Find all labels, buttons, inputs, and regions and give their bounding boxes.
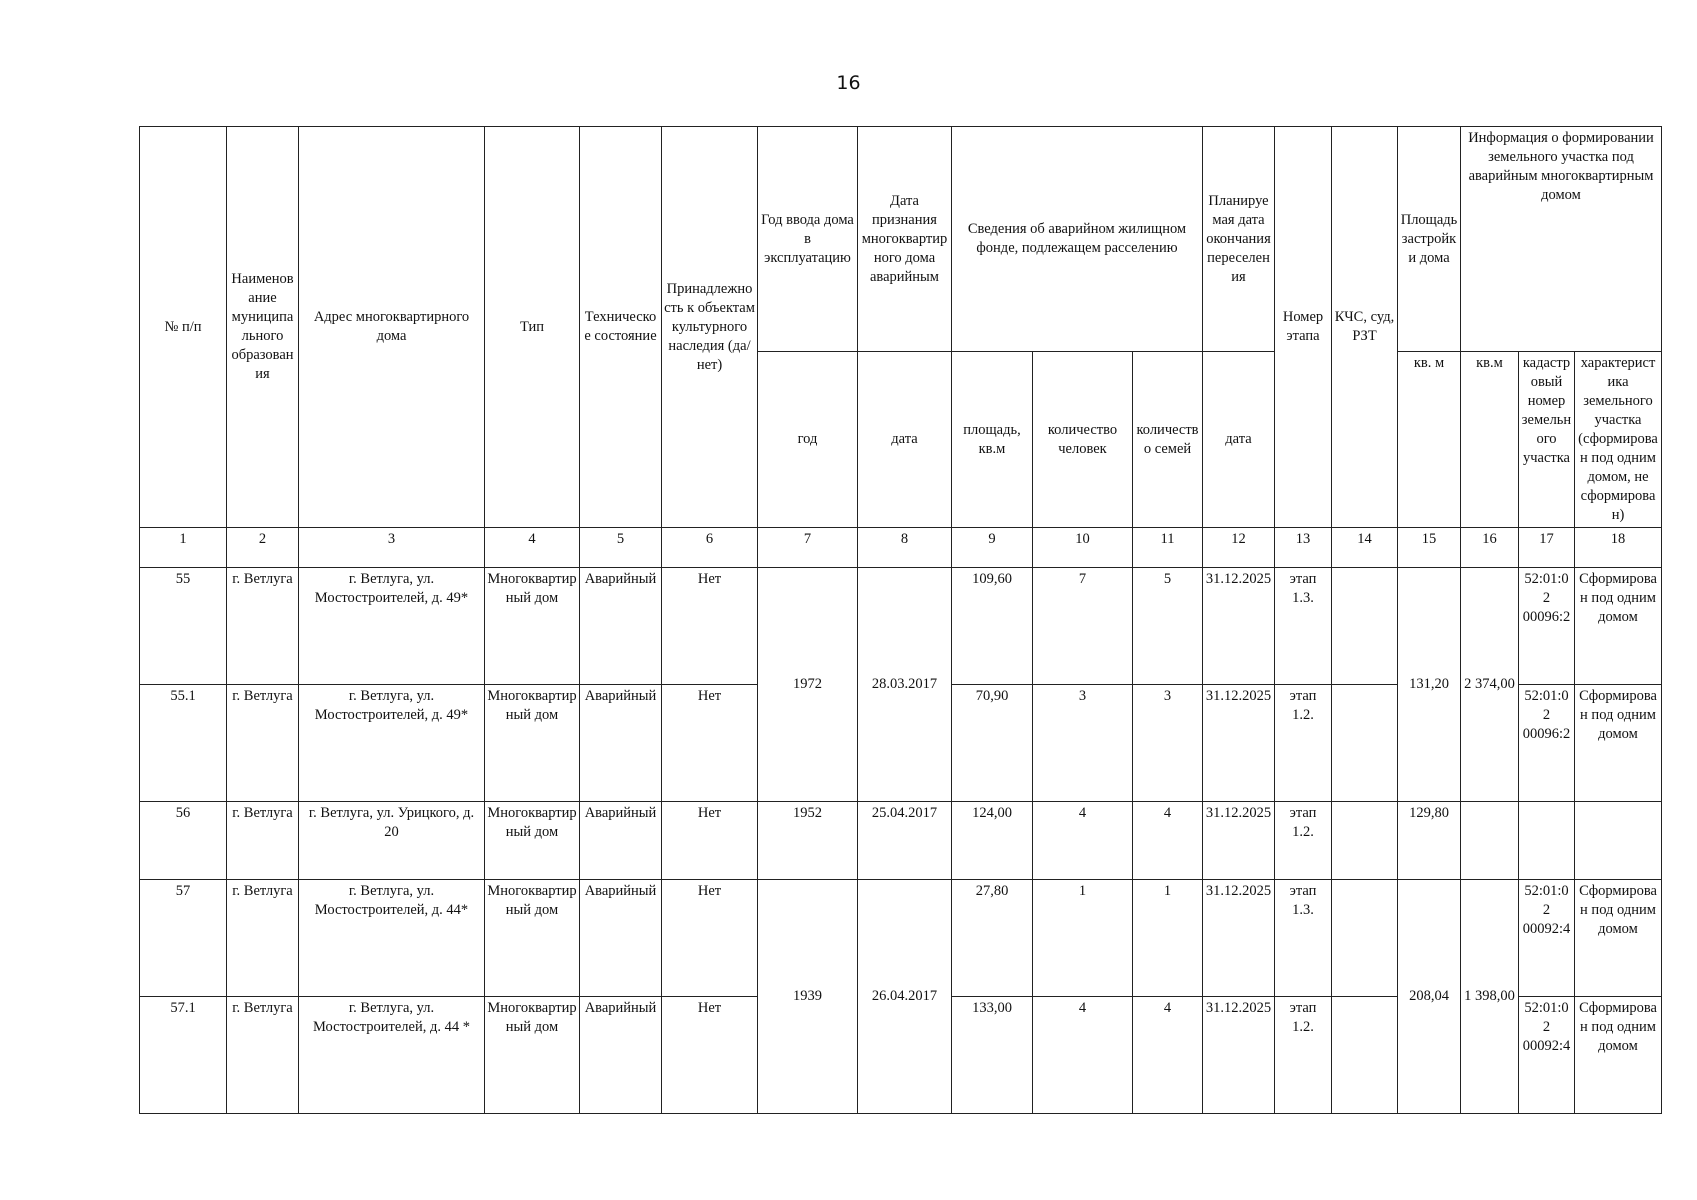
col-number: 15 xyxy=(1398,528,1461,568)
row-date-recognized: 25.04.2017 xyxy=(858,802,952,880)
row-land-characteristic: Сформирован под одним домом xyxy=(1575,685,1662,802)
row-year: 1972 xyxy=(758,568,858,802)
row-stage: этап 1.3. xyxy=(1275,880,1332,997)
row-num: 55 xyxy=(140,568,227,685)
col-number: 11 xyxy=(1133,528,1203,568)
row-num: 55.1 xyxy=(140,685,227,802)
header-municipality: Наименование муниципального образования xyxy=(227,127,299,528)
column-numbers-row xyxy=(140,528,1662,568)
header-planned-date: Планируемая дата окончания переселения xyxy=(1203,127,1275,352)
row-type: Многоквартирный дом xyxy=(485,880,580,997)
col-number: 10 xyxy=(1033,528,1133,568)
unit-built-area: кв. м xyxy=(1398,352,1461,528)
col-number: 5 xyxy=(580,528,662,568)
row-cadastral: 52:01:02 00096:2 xyxy=(1519,568,1575,685)
header-year-commissioned: Год ввода дома в эксплуатацию xyxy=(758,127,858,352)
row-stage: этап 1.2. xyxy=(1275,997,1332,1114)
header-cadastral: кадастровый номер земельного участка xyxy=(1519,352,1575,528)
row-num: 56 xyxy=(140,802,227,880)
row-address: г. Ветлуга, ул. Мостостроителей, д. 49* xyxy=(299,685,485,802)
row-end-date: 31.12.2025 xyxy=(1203,880,1275,997)
col-number: 9 xyxy=(952,528,1033,568)
header-date-recognized: Дата признания многоквартирного дома аварийным xyxy=(858,127,952,352)
row-heritage: Нет xyxy=(662,997,758,1114)
col-number: 17 xyxy=(1519,528,1575,568)
col-number: 8 xyxy=(858,528,952,568)
row-people: 7 xyxy=(1033,568,1133,685)
row-address: г. Ветлуга, ул. Мостостроителей, д. 49* xyxy=(299,568,485,685)
row-land-area: 2 374,00 xyxy=(1461,568,1519,802)
unit-people: количество человек xyxy=(1033,352,1133,528)
row-built-area: 129,80 xyxy=(1398,802,1461,880)
header-land-info: Информация о формировании земельного участка под аварийным многоквартирным домом xyxy=(1461,127,1662,352)
header-kchs: КЧС, суд, РЗТ xyxy=(1332,127,1398,528)
row-type: Многоквартирный дом xyxy=(485,685,580,802)
header-emergency-fund: Сведения об аварийном жилищном фонде, подлежащем расселению xyxy=(952,127,1203,352)
col-number: 2 xyxy=(227,528,299,568)
col-number: 14 xyxy=(1332,528,1398,568)
row-area: 133,00 xyxy=(952,997,1033,1114)
row-families: 1 xyxy=(1133,880,1203,997)
row-kchs xyxy=(1332,802,1398,880)
row-heritage: Нет xyxy=(662,802,758,880)
row-people: 4 xyxy=(1033,997,1133,1114)
row-municipality: г. Ветлуга xyxy=(227,997,299,1114)
row-stage: этап 1.3. xyxy=(1275,568,1332,685)
table-row xyxy=(140,568,1662,685)
row-families: 3 xyxy=(1133,685,1203,802)
col-number: 16 xyxy=(1461,528,1519,568)
row-cadastral xyxy=(1519,802,1575,880)
row-end-date: 31.12.2025 xyxy=(1203,568,1275,685)
row-cadastral: 52:01:02 00092:4 xyxy=(1519,880,1575,997)
col-number: 13 xyxy=(1275,528,1332,568)
row-built-area: 208,04 xyxy=(1398,880,1461,1114)
row-kchs xyxy=(1332,685,1398,802)
header-tech-state: Техническое состояние xyxy=(580,127,662,528)
row-address: г. Ветлуга, ул. Урицкого, д. 20 xyxy=(299,802,485,880)
row-state: Аварийный xyxy=(580,568,662,685)
col-number: 1 xyxy=(140,528,227,568)
row-state: Аварийный xyxy=(580,880,662,997)
col-number: 12 xyxy=(1203,528,1275,568)
col-number: 4 xyxy=(485,528,580,568)
row-address: г. Ветлуга, ул. Мостостроителей, д. 44* xyxy=(299,880,485,997)
row-area: 27,80 xyxy=(952,880,1033,997)
row-families: 4 xyxy=(1133,802,1203,880)
row-type: Многоквартирный дом xyxy=(485,802,580,880)
col-number: 3 xyxy=(299,528,485,568)
row-people: 4 xyxy=(1033,802,1133,880)
row-end-date: 31.12.2025 xyxy=(1203,802,1275,880)
row-kchs xyxy=(1332,997,1398,1114)
row-people: 1 xyxy=(1033,880,1133,997)
row-cadastral: 52:01:02 00096:2 xyxy=(1519,685,1575,802)
row-kchs xyxy=(1332,880,1398,997)
row-municipality: г. Ветлуга xyxy=(227,685,299,802)
row-date-recognized: 26.04.2017 xyxy=(858,880,952,1114)
row-municipality: г. Ветлуга xyxy=(227,880,299,997)
row-num: 57.1 xyxy=(140,997,227,1114)
row-kchs xyxy=(1332,568,1398,685)
header-type: Тип xyxy=(485,127,580,528)
col-number: 6 xyxy=(662,528,758,568)
row-state: Аварийный xyxy=(580,802,662,880)
row-date-recognized: 28.03.2017 xyxy=(858,568,952,802)
row-heritage: Нет xyxy=(662,685,758,802)
table-row xyxy=(140,880,1662,997)
row-heritage: Нет xyxy=(662,880,758,997)
row-state: Аварийный xyxy=(580,997,662,1114)
header-land-characteristic: характеристика земельного участка (сформирован под одним домом, не сформирован) xyxy=(1575,352,1662,528)
unit-date: дата xyxy=(858,352,952,528)
unit-end-date: дата xyxy=(1203,352,1275,528)
header-stage-number: Номер этапа xyxy=(1275,127,1332,528)
emergency-housing-table xyxy=(139,126,1662,1114)
row-num: 57 xyxy=(140,880,227,997)
row-families: 5 xyxy=(1133,568,1203,685)
unit-year: год xyxy=(758,352,858,528)
row-municipality: г. Ветлуга xyxy=(227,568,299,685)
col-number: 7 xyxy=(758,528,858,568)
row-land-characteristic: Сформирован под одним домом xyxy=(1575,880,1662,997)
row-type: Многоквартирный дом xyxy=(485,568,580,685)
row-type: Многоквартирный дом xyxy=(485,997,580,1114)
header-num: № п/п xyxy=(140,127,227,528)
row-land-area xyxy=(1461,802,1519,880)
row-year: 1952 xyxy=(758,802,858,880)
row-stage: этап 1.2. xyxy=(1275,685,1332,802)
row-land-characteristic xyxy=(1575,802,1662,880)
row-address: г. Ветлуга, ул. Мостостроителей, д. 44 * xyxy=(299,997,485,1114)
row-land-area: 1 398,00 xyxy=(1461,880,1519,1114)
row-end-date: 31.12.2025 xyxy=(1203,685,1275,802)
header-heritage: Принадлежность к объектам культурного наследия (да/нет) xyxy=(662,127,758,528)
row-municipality: г. Ветлуга xyxy=(227,802,299,880)
row-built-area: 131,20 xyxy=(1398,568,1461,802)
page-number: 16 xyxy=(836,72,861,94)
row-area: 109,60 xyxy=(952,568,1033,685)
unit-area: площадь, кв.м xyxy=(952,352,1033,528)
row-people: 3 xyxy=(1033,685,1133,802)
row-year: 1939 xyxy=(758,880,858,1114)
row-land-characteristic: Сформирован под одним домом xyxy=(1575,997,1662,1114)
row-stage: этап 1.2. xyxy=(1275,802,1332,880)
col-number: 18 xyxy=(1575,528,1662,568)
row-families: 4 xyxy=(1133,997,1203,1114)
row-land-characteristic: Сформирован под одним домом xyxy=(1575,568,1662,685)
row-area: 70,90 xyxy=(952,685,1033,802)
unit-families: количество семей xyxy=(1133,352,1203,528)
row-cadastral: 52:01:02 00092:4 xyxy=(1519,997,1575,1114)
row-heritage: Нет xyxy=(662,568,758,685)
row-end-date: 31.12.2025 xyxy=(1203,997,1275,1114)
unit-land-area: кв.м xyxy=(1461,352,1519,528)
table-row xyxy=(140,802,1662,880)
header-built-area: Площадь застройки дома xyxy=(1398,127,1461,352)
row-area: 124,00 xyxy=(952,802,1033,880)
header-row-main xyxy=(140,127,1662,352)
row-state: Аварийный xyxy=(580,685,662,802)
header-address: Адрес многоквартирного дома xyxy=(299,127,485,528)
